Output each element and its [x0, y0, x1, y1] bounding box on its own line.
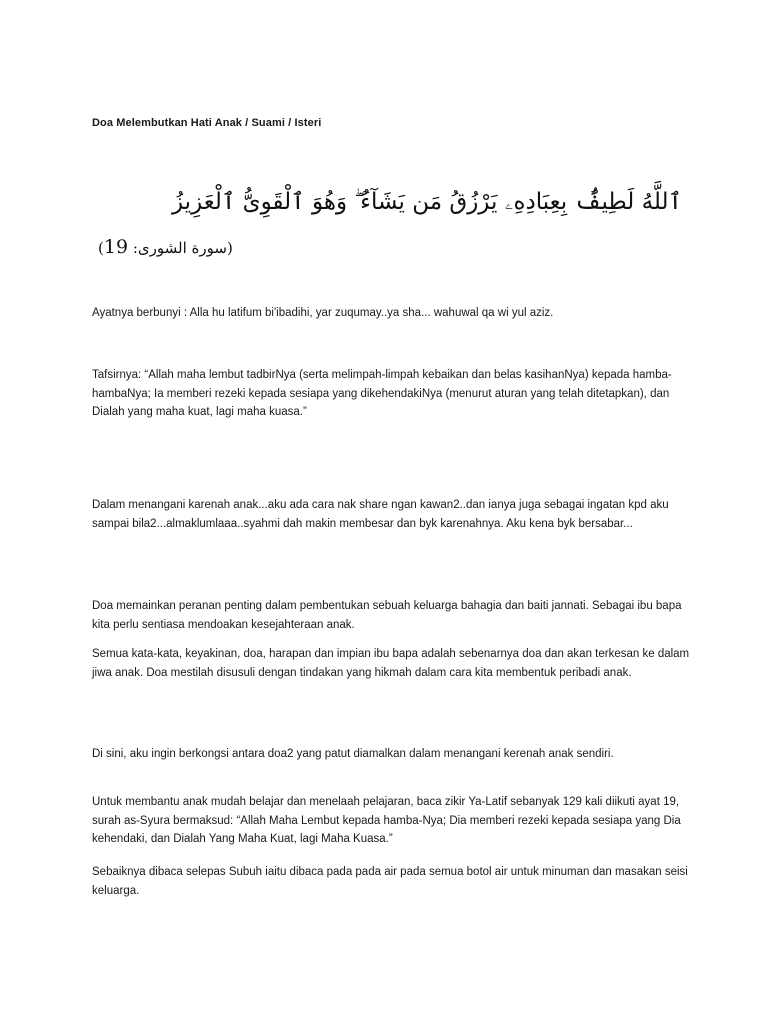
- paragraph-parents-words: Semua kata-kata, keyakinan, doa, harapan dan impian ibu bapa adalah sebenarnya doa dan akan terkesan ke dalam jiwa anak. Doa mestilah disusuli dengan tindakan yang hikmah dalam cara kita membentuk peribadi anak.: [92, 648, 690, 679]
- arabic-verse: ٱللَّهُ لَطِيفٌۢ بِعِبَادِهِۦ يَرْزُقُ مَن يَشَآءُ ۖ وَهُوَ ٱلْقَوِىُّ ٱلْعَزِيزُ: [171, 189, 682, 215]
- paragraph-intro: Dalam menangani karenah anak...aku ada cara nak share ngan kawan2..dan ianya juga sebagai ingatan kpd aku sampai bila2...almaklumlaaa..syahmi dah makin membesar dan byk karenahnya. Aku kena byk bersabar...: [92, 499, 669, 530]
- paragraph-tafsir: Tafsirnya: “Allah maha lembut tadbirNya (serta melimpah-limpah kebaikan dan belas kasihanNya) kepada hamba-hambaNya; Ia memberi rezeki kepada sesiapa yang dikehendakiNya (menurut aturan yang telah ditetapkan), dan Dialah yang maha kuat, lagi maha kuasa.”: [92, 369, 672, 418]
- paragraph-transliteration: Ayatnya berbunyi : Alla hu latifum bi'ibadihi, yar zuqumay..ya sha... wahuwal qa wi yul aziz.: [92, 307, 554, 319]
- paragraph-sharing: Di sini, aku ingin berkongsi antara doa2 yang patut diamalkan dalam menangani kerenah anak sendiri.: [92, 748, 614, 760]
- verse-citation: (سورة الشورى: 19): [98, 236, 233, 258]
- document-title: Doa Melembutkan Hati Anak / Suami / Isteri: [92, 117, 322, 129]
- paragraph-practice: Sebaiknya dibaca selepas Subuh iaitu dibaca pada pada air pada semua botol air untuk minuman dan masakan seisi keluarga.: [92, 866, 688, 897]
- citation-number: 19: [103, 236, 129, 258]
- citation-surah: سورة الشورى:: [132, 239, 227, 257]
- paragraph-zikir: Untuk membantu anak mudah belajar dan menelaah pelajaran, baca zikir Ya-Latif sebanyak 129 kali diikuti ayat 19, surah as-Syura bermaksud: “Allah Maha Lembut kepada hamba-Nya; Dia memberi rezeki kepada sesiapa yang Dia kehendaki, dan Dialah Yang Maha Kuat, lagi Maha Kuasa.”: [92, 796, 681, 845]
- paragraph-doa-role: Doa memainkan peranan penting dalam pembentukan sebuah keluarga bahagia dan baiti jannati. Sebagai ibu bapa kita perlu sentiasa mendoakan kesejahteraan anak.: [92, 600, 682, 631]
